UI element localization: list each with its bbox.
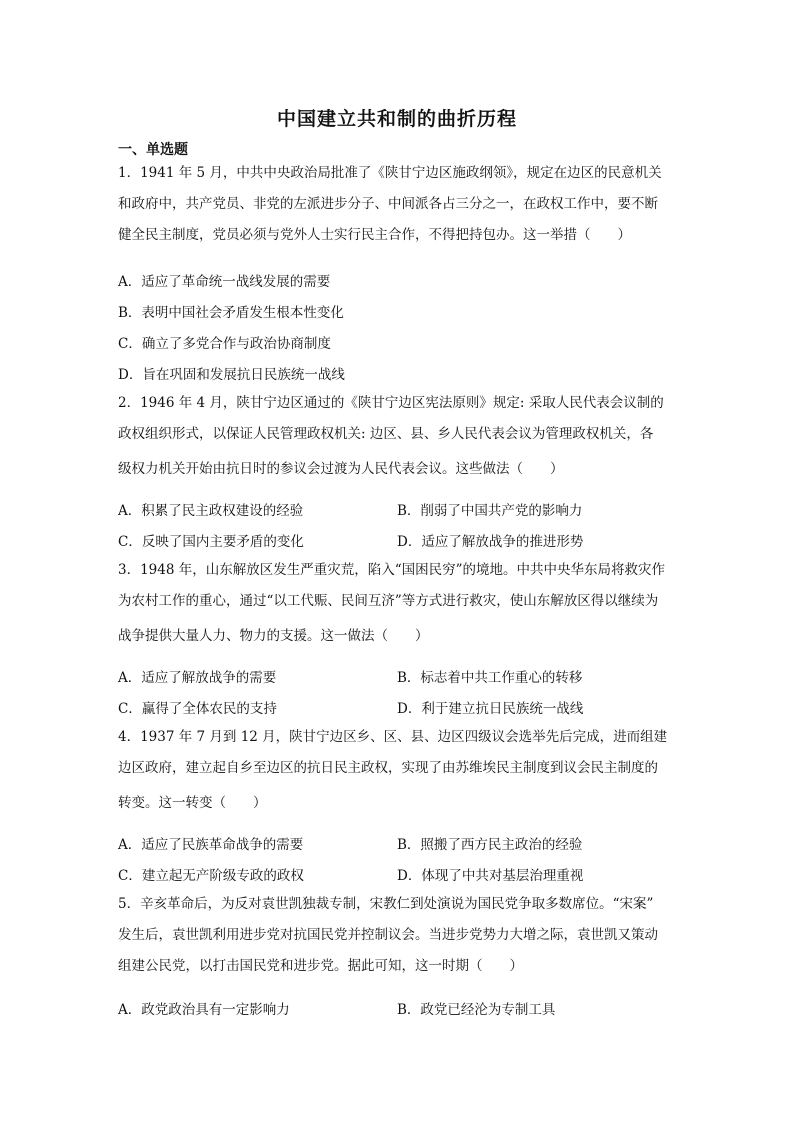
question-1-line: 和政府中，共产党员、非党的左派进步分子、中间派各占三分之一，在政权工作中，要不断 — [118, 196, 658, 212]
question-1-option-b[interactable]: B．表明中国社会矛盾发生根本性变化 — [118, 305, 344, 321]
question-5-option-b[interactable]: B．政党已经沦为专制工具 — [397, 1002, 556, 1018]
question-3-option-a[interactable]: A．适应了解放战争的需要 — [118, 670, 277, 686]
question-5-stem — [118, 889, 676, 982]
question-1-stem — [118, 158, 676, 251]
question-1-option-d[interactable]: D．旨在巩固和发展抗日民族统一战线 — [118, 367, 345, 383]
question-4-option-b[interactable]: B．照搬了西方民主政治的经验 — [397, 837, 583, 853]
document-title: 中国建立共和制的曲折历程 — [276, 108, 517, 130]
question-4-line: 4．1937 年 7 月到 12 月，陕甘宁边区乡、区、县、边区四级议会选举先后完成，进而组建 — [118, 729, 668, 745]
question-4-stem — [118, 722, 676, 819]
question-2-option-b[interactable]: B．削弱了中国共产党的影响力 — [397, 503, 583, 519]
question-2-option-d[interactable]: D．适应了解放战争的推进形势 — [397, 534, 584, 550]
question-1-line: 健全民主制度，党员必须与党外人士实行民主合作，不得把持包办。这一举措（ ） — [118, 227, 631, 243]
question-5-line: 发生后，袁世凯利用进步党对抗国民党并控制议会。当进步党势力大增之际，袁世凯又策动 — [118, 927, 658, 943]
question-4-option-a[interactable]: A．适应了民族革命战争的需要 — [118, 837, 304, 853]
question-5-line: 组建公民党，以打击国民党和进步党。据此可知，这一时期（ ） — [118, 958, 523, 974]
question-3-line: 3．1948 年，山东解放区发生严重灾荒，陷入“国困民穷”的境地。中共中央华东局将救灾作 — [118, 562, 666, 578]
question-3-option-b[interactable]: B．标志着中共工作重心的转移 — [397, 670, 583, 686]
question-5-option-a[interactable]: A．政党政治具有一定影响力 — [118, 1002, 290, 1018]
question-5-line: 5．辛亥革命后，为反对袁世凯独裁专制，宋教仁到处演说为国民党争取多数席位。“宋案” — [118, 896, 654, 912]
question-2-line: 级权力机关开始由抗日时的参议会过渡为人民代表会议。这些做法（ ） — [118, 461, 564, 477]
question-3-stem — [118, 555, 676, 652]
question-3-option-c[interactable]: C．赢得了全体农民的支持 — [118, 701, 277, 717]
question-4-option-c[interactable]: C．建立起无产阶级专政的政权 — [118, 868, 304, 884]
question-3-line: 为农村工作的重心，通过“以工代赈、民间互济”等方式进行救灾，使山东解放区得以继续为 — [118, 593, 659, 609]
section-heading: 一、单选题 — [118, 142, 188, 158]
question-2-line: 2．1946 年 4 月，陕甘宁边区通过的《陕甘宁边区宪法原则》规定: 采取人民代表会议制的 — [118, 395, 664, 411]
question-2-stem — [118, 388, 676, 485]
question-1-line: 1．1941 年 5 月，中共中央政治局批准了《陕甘宁边区施政纲领》，规定在边区的民意机关 — [118, 165, 662, 181]
question-2-option-a[interactable]: A．积累了民主政权建设的经验 — [118, 503, 304, 519]
question-3-option-d[interactable]: D．利于建立抗日民族统一战线 — [397, 701, 584, 717]
question-4-line: 转变。这一转变（ ） — [118, 795, 267, 811]
question-1-option-a[interactable]: A．适应了革命统一战线发展的需要 — [118, 274, 331, 290]
question-4-option-d[interactable]: D．体现了中共对基层治理重视 — [397, 868, 584, 884]
question-2-option-c[interactable]: C．反映了国内主要矛盾的变化 — [118, 534, 304, 550]
question-2-line: 政权组织形式，以保证人民管理政权机关: 边区、县、乡人民代表会议为管理政权机关，各 — [118, 426, 654, 442]
question-1-option-c[interactable]: C．确立了多党合作与政治协商制度 — [118, 336, 331, 352]
question-4-line: 边区政府，建立起自乡至边区的抗日民主政权，实现了由苏维埃民主制度到议会民主制度的 — [118, 760, 658, 776]
question-3-line: 战争提供大量人力、物力的支援。这一做法（ ） — [118, 628, 429, 644]
